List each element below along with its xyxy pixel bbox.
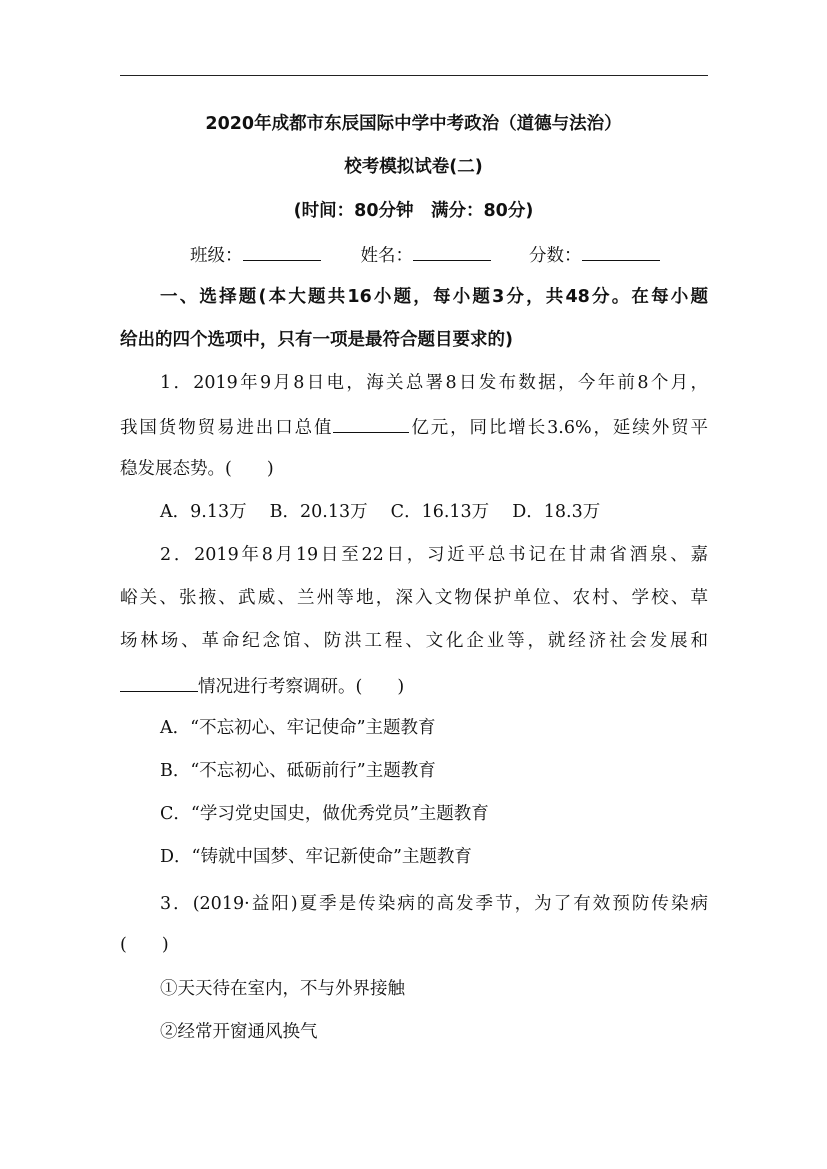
q2-stem-line3: 场林场、革命纪念馆、防洪工程、文化企业等，就经济社会发展和 [120, 631, 708, 651]
time-info: (时间：80分钟 满分：80分) [293, 201, 534, 221]
class-blank [243, 242, 321, 261]
q3-item-2: ②经常开窗通风换气 [160, 1022, 318, 1042]
q2-stem-line2: 峪关、张掖、武威、兰州等地，深入文物保护单位、农村、学校、草 [120, 588, 708, 608]
q1-stem-line3: 稳发展态势。( ) [120, 459, 274, 479]
q2-answer-blank [120, 673, 198, 692]
q3-stem-line2: ( ) [120, 935, 169, 955]
score-blank [582, 242, 660, 261]
q3-item-1: ①天天待在室内，不与外界接触 [160, 979, 405, 999]
section1-heading: 一、选择题(本大题共16小题，每小题3分，共48分。在每小题 [160, 287, 708, 307]
q1-answer-blank [333, 414, 409, 433]
q2-option-c: C．“学习党史国史，做优秀党员”主题教育 [160, 804, 489, 824]
q1-options: A．9.13万 B．20.13万 C．16.13万 D．18.3万 [160, 502, 601, 522]
q2-option-a: A．“不忘初心、牢记使命”主题教育 [160, 718, 436, 738]
q3-stem: 3．(2019·益阳)夏季是传染病的高发季节，为了有效预防传染病 [160, 894, 708, 914]
q1-stem-line2: 我国货物贸易进出口总值 亿元，同比增长3.6%，延续外贸平 [120, 414, 708, 440]
q2-option-d: D．“铸就中国梦、牢记新使命”主题教育 [160, 847, 472, 867]
header-rule [120, 75, 708, 76]
class-label: 班级： [190, 246, 243, 266]
exam-title: 2020年成都市东辰国际中学中考政治（道德与法治） [205, 114, 622, 134]
name-label: 姓名： [360, 246, 413, 266]
score-label: 分数： [529, 246, 582, 266]
q2-stem: 2．2019年8月19日至22日，习近平总书记在甘肃省酒泉、嘉 [160, 545, 708, 565]
q2-option-b: B．“不忘初心、砥砺前行”主题教育 [160, 761, 436, 781]
exam-subtitle: 校考模拟试卷(二) [344, 157, 483, 177]
section1-heading-cont: 给出的四个选项中，只有一项是最符合题目要求的) [120, 330, 513, 350]
info-fields [190, 242, 660, 268]
name-blank [413, 242, 491, 261]
q1-stem: 1．2019年9月8日电，海关总署8日发布数据，今年前8个月， [160, 373, 708, 393]
q2-stem-line4: 情况进行考察调研。( ) [120, 673, 404, 699]
